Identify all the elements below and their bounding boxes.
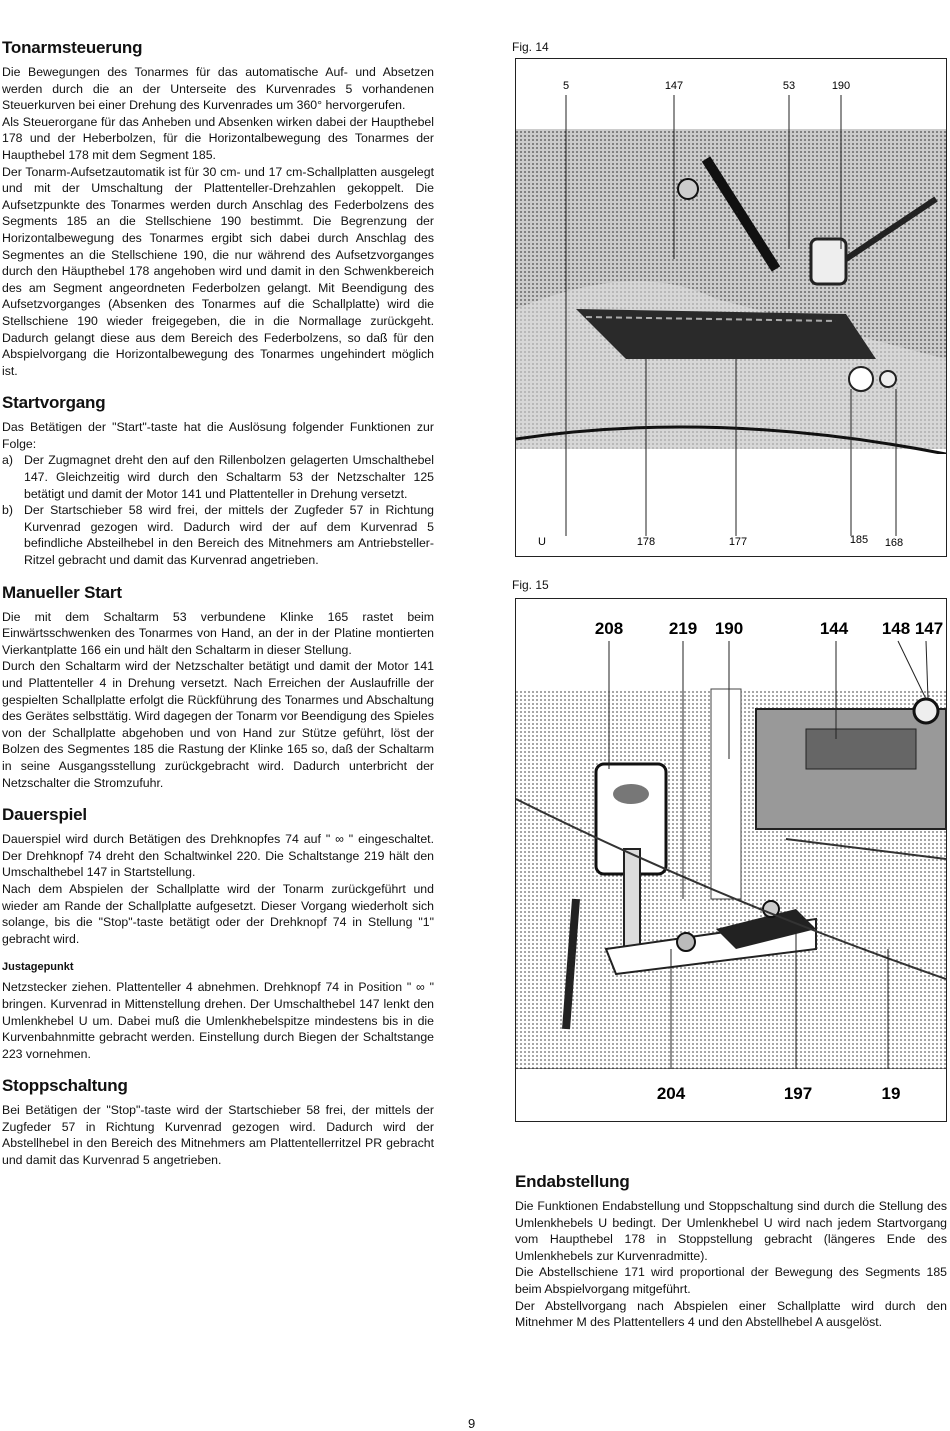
fig14-label: 53 [782, 80, 796, 92]
paragraph: Die Abstellschiene 171 wird proportional der Bewegung des Segments 185 beim Abspielvorgang mitgeführt. [515, 1265, 947, 1296]
fig15-label: 148 [881, 619, 911, 638]
fig15-label: 144 [819, 619, 849, 638]
fig14-main-lever [576, 309, 876, 359]
heading-startvorgang: Startvorgang [2, 393, 106, 413]
heading-tonarmsteuerung: Tonarmsteuerung [2, 38, 143, 57]
section-dauerspiel [2, 805, 434, 947]
paragraph: Die mit dem Schaltarm 53 verbundene Klinke 165 rastet beim Einwärtsschwenken des Tonarmes von Hand, an der in der Platine montierten Vierkantplatte 166 ein und hält den Schaltarm in dieser Stellung. [2, 609, 434, 657]
paragraph: Netzstecker ziehen. Plattenteller 4 abnehmen. Drehknopf 74 in Position " ∞ " bringen. Kurvenrad in Mittenstellung drehen. Der Umschalthebel 147 lenkt den Umlenkhebel U um. Dabei muß die Umlenkhebelspitze mindestens bis in die Kurvenbahnmitte gebracht werden. Einstellung durch Biegen der Schaltstange 223 vornehmen. [2, 980, 434, 1061]
paragraph: Durch den Schaltarm wird der Netzschalter betätigt und damit der Motor 141 und Plattenteller 4 in Drehung versetzt. Nach Erreichen der Auslaufrille der gespielten Schallplatte erfolgt die Rückführung des Tonarmes und Abschaltung des Gerätes selbsttätig. Wird dagegen der Tonarm vor Beendigung des Spieles von der Schallplatte abgehoben und von Hand zur Stütze geführt, löst der Bolzen des Segmentes 185 die Rastung der Klinke 165 so, daß der Schaltarm in seine Ausgangsstellung zurückgebracht wird. Dadurch unterbricht der Netzschalter die Stromzufuhr. [2, 659, 434, 790]
section-justagepunkt [2, 961, 434, 1062]
section-startvorgang [2, 393, 434, 568]
fig14-label: 5 [562, 80, 570, 92]
paragraph: Das Betätigen der "Start"-taste hat die Auslösung folgender Funktionen zur Folge: [2, 420, 434, 451]
list-marker: a) [2, 453, 13, 468]
heading-endabstellung: Endabstellung [515, 1172, 630, 1191]
list-text: Der Startschieber 58 wird frei, der mittels der Zugfeder 57 in Richtung Kurvenrad gezogen wird. Dadurch wird der auf dem Kurvenrad 5 befindliche Absteilhebel in den Bereich des Mitnehmers am Antriebsteller-Ritzel gebracht und damit das Kurvenrad angetrieben. [24, 503, 434, 568]
paragraph: Der Abstellvorgang nach Abspielen einer Schallplatte wird durch den Mitnehmer M des Plattentellers 4 und den Abstellhebel A ausgelöst. [515, 1298, 947, 1330]
fig15-label: 190 [714, 619, 744, 638]
left-column [2, 38, 434, 1183]
paragraph: Bei Betätigen der "Stop"-taste wird der Startschieber 58 frei, der mittels der Zugfeder 57 in Richtung Kurvenrad gezogen wird. Dadurch wird der Abstellhebel in den Bereich des Mitnehmers am Plattentellerritzel PR gebracht und damit das Kurvenrad 5 angetrieben. [2, 1103, 434, 1168]
fig15-label: 19 [881, 1084, 901, 1103]
fig14-label: 177 [728, 536, 748, 548]
fig14-label: 178 [636, 536, 656, 548]
fig15-label: 204 [656, 1084, 686, 1103]
list-item [2, 452, 434, 502]
section-tonarmsteuerung [2, 38, 434, 379]
fig15-caption: Fig. 15 [512, 578, 549, 592]
fig15-label: 197 [783, 1084, 813, 1103]
list-item [2, 502, 434, 568]
list-marker: b) [2, 503, 13, 518]
paragraph: Dauerspiel wird durch Betätigen des Drehknopfes 74 auf " ∞ " eingeschaltet. Der Drehknopf 74 dreht den Schaltwinkel 220. Die Schaltstange 219 hält den Umschalthebel 147 in Startstellung. [2, 832, 434, 880]
heading-dauerspiel: Dauerspiel [2, 805, 87, 825]
heading-justagepunkt: Justagepunkt [2, 961, 74, 974]
fig14-label: U [538, 536, 546, 548]
fig15-label: 219 [668, 619, 698, 638]
fig15-label: 208 [594, 619, 624, 638]
paragraph: Der Tonarm-Aufsetzautomatik ist für 30 cm- und 17 cm-Schallplatten ausgelegt und mit der Umschaltung der Plattenteller-Drehzahlen gekoppelt. Die Aufsetzpunkte des Tonarmes werden durch Anschlag des Federbolzens des Segments 185 an die Stellschiene 190 bestimmt. Die Begrenzung der Horizontalbewegung des Tonarmes ergibt sich dabei durch Anschlag des Segmentes an die Stellschiene 190, die nur während des Aufsetzvorganges durch den Häupthebel 178 angehoben wird und damit in den Schwenkbereich des am Segment angeordneten Federbolzen gelangt. Mit Beendigung des Aufsetzvorganges (Absenken des Tonarmes auf die Schallplatte) wird die Stellschiene 190 wieder freigegeben, die in die Normallage zurückgeht. Dadurch gelangt diese aus dem Bereich des Federbolzens, so daß für den Abspielvorgang die Horizontalbewegung des Tonarmes ungehindert möglich ist. [2, 164, 434, 378]
paragraph: Nach dem Abspielen der Schallplatte wird der Tonarm zurückgeführt und wieder am Rande der Schallplatte aufgesetzt. Dieser Vorgang wiederholt sich solange, bis die "Stop"-taste betätigt oder der Drehknopf 74 in Stellung "1" gebracht wird. [2, 881, 434, 946]
fig15-figure [515, 598, 947, 1122]
fig14-label: 185 [849, 534, 869, 546]
paragraph: Die Funktionen Endabstellung und Stoppschaltung sind durch die Stellung des Umlenkhebels U bedingt. Der Umlenkhebel U wird nach jedem Startvorgang vom Haupthebel 178 in Stoppstellung gebracht (längeres Ende des Umlenkhebels zur Kurvenradmitte). [515, 1199, 947, 1263]
page-number: 9 [468, 1416, 476, 1431]
fig14-figure [515, 58, 947, 557]
right-column [515, 1172, 947, 1331]
fig14-label: 168 [884, 537, 904, 549]
heading-stoppschaltung: Stoppschaltung [2, 1076, 128, 1096]
section-manueller-start [2, 583, 434, 792]
heading-manueller-start: Manueller Start [2, 582, 122, 602]
paragraph: Die Bewegungen des Tonarmes für das automatische Auf- und Absetzen werden durch die an der Unterseite des Kurvenrades 5 vorhandenen Steuerkurven bei einer Drehung des Kurvenrades um 360° hervorgerufen. [2, 65, 434, 113]
section-stoppschaltung [2, 1076, 434, 1168]
fig14-label: 147 [664, 80, 684, 92]
fig15-illustration [516, 599, 946, 1121]
paragraph: Als Steuerorgane für das Anheben und Absenken wirken dabei der Haupthebel 178 und der Heberbolzen, für die Horizontalbewegung des Tonarmes der Haupthebel 178 mit dem Segment 185. [2, 114, 434, 162]
fig14-illustration [516, 59, 946, 556]
list-text: Der Zugmagnet dreht den auf den Rillenbolzen gelagerten Umschalthebel 147. Gleichzeitig wird durch den Schaltarm 53 der Netzschalter 125 betätigt und damit der Motor 141 und Plattenteller in Drehung versetzt. [24, 453, 434, 501]
fig14-caption: Fig. 14 [512, 40, 549, 54]
fig14-label: 190 [831, 80, 851, 92]
fig15-label: 147 [914, 619, 944, 638]
